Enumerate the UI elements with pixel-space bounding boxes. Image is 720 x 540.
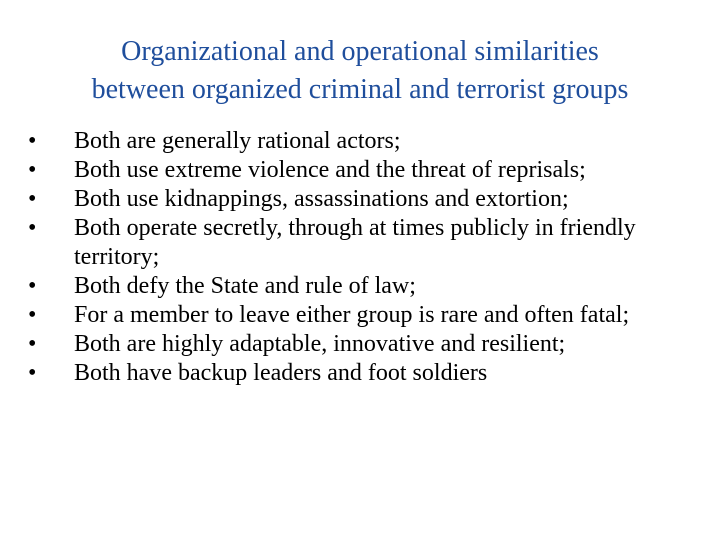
bullet-marker: • bbox=[28, 302, 37, 328]
bullet-text: Both are generally rational actors; bbox=[74, 128, 401, 154]
bullet-item bbox=[28, 214, 698, 272]
bullet-text: Both use extreme violence and the threat of reprisals; bbox=[74, 157, 586, 183]
bullet-text: Both operate secretly, through at times publicly in friendly territory; bbox=[74, 215, 636, 270]
bullet-marker: • bbox=[28, 331, 37, 357]
title-line-2: between organized criminal and terrorist groups bbox=[91, 74, 629, 105]
bullet-list bbox=[28, 127, 698, 388]
bullet-item bbox=[28, 272, 698, 301]
bullet-item bbox=[28, 330, 698, 359]
bullet-marker: • bbox=[28, 360, 37, 386]
bullet-marker: • bbox=[28, 128, 37, 154]
bullet-text: Both defy the State and rule of law; bbox=[74, 273, 416, 299]
bullet-text: Both are highly adaptable, innovative and resilient; bbox=[74, 331, 566, 357]
bullet-item bbox=[28, 301, 698, 330]
bullet-item bbox=[28, 156, 698, 185]
bullet-marker: • bbox=[28, 215, 37, 241]
bullet-marker: • bbox=[28, 157, 37, 183]
bullet-text: Both have backup leaders and foot soldiers bbox=[74, 360, 488, 386]
bullet-marker: • bbox=[28, 186, 37, 212]
bullet-text: Both use kidnappings, assassinations and extortion; bbox=[74, 186, 569, 212]
bullet-item bbox=[28, 127, 698, 156]
bullet-marker: • bbox=[28, 273, 37, 299]
bullet-item bbox=[28, 185, 698, 214]
bullet-text: For a member to leave either group is rare and often fatal; bbox=[74, 302, 630, 328]
slide-title bbox=[20, 33, 700, 109]
title-line-1: Organizational and operational similarities bbox=[121, 36, 599, 67]
bullet-item bbox=[28, 359, 698, 388]
